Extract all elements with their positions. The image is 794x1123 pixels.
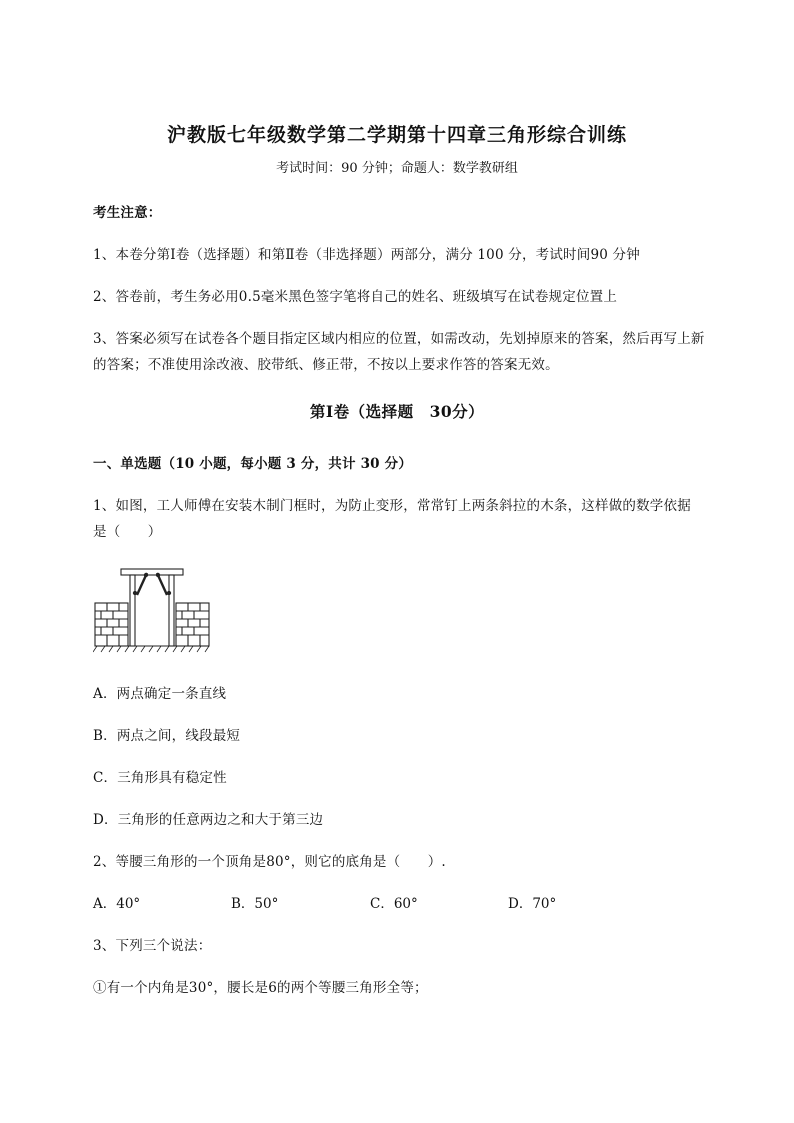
notice-item-3: 3、答案必须写在试卷各个题目指定区域内相应的位置，如需改动，先划掉原来的答案，然后再写上新 <box>93 331 705 347</box>
q1-option-d: D．三角形的任意两边之和大于第三边 <box>93 812 324 828</box>
section-title: 第Ⅰ卷（选择题 30分） <box>309 402 485 421</box>
q2-stem: 2、等腰三角形的一个顶角是80°，则它的底角是（ ）. <box>93 854 446 870</box>
q2-option-d: D．70° <box>508 896 557 912</box>
notice-item-1: 1、本卷分第Ⅰ卷（选择题）和第Ⅱ卷（非选择题）两部分，满分 100 分，考试时间90 分钟 <box>93 247 640 263</box>
part-heading: 一、单选题（10 小题，每小题 3 分，共计 30 分） <box>93 456 413 472</box>
door-frame-figure <box>93 563 211 653</box>
page-title: 沪教版七年级数学第二学期第十四章三角形综合训练 <box>166 124 627 146</box>
q3-stem: 3、下列三个说法： <box>93 938 212 954</box>
notice-heading: 考生注意： <box>93 205 162 221</box>
q2-option-a: A．40° <box>93 896 141 912</box>
q1-option-b: B．两点之间，线段最短 <box>93 728 241 744</box>
q1-option-c: C．三角形具有稳定性 <box>93 770 227 786</box>
q2-option-b: B．50° <box>231 896 279 912</box>
q3-statement-1: ①有一个内角是30°，腰长是6的两个等腰三角形全等； <box>93 980 428 996</box>
q1-option-a: A．两点确定一条直线 <box>93 686 227 702</box>
notice-item-2: 2、答卷前，考生务必用0.5毫米黑色签字笔将自己的姓名、班级填写在试卷规定位置上 <box>93 289 618 305</box>
exam-info: 考试时间：90 分钟；命题人：数学教研组 <box>276 161 518 176</box>
q2-option-c: C．60° <box>370 896 418 912</box>
q1-stem-cont: 是（ ） <box>93 524 162 540</box>
notice-item-3-cont: 的答案；不准使用涂改液、胶带纸、修正带，不按以上要求作答的答案无效。 <box>93 357 559 373</box>
q1-stem: 1、如图，工人师傅在安装木制门框时，为防止变形，常常钉上两条斜拉的木条，这样做的数学依据 <box>93 498 691 514</box>
